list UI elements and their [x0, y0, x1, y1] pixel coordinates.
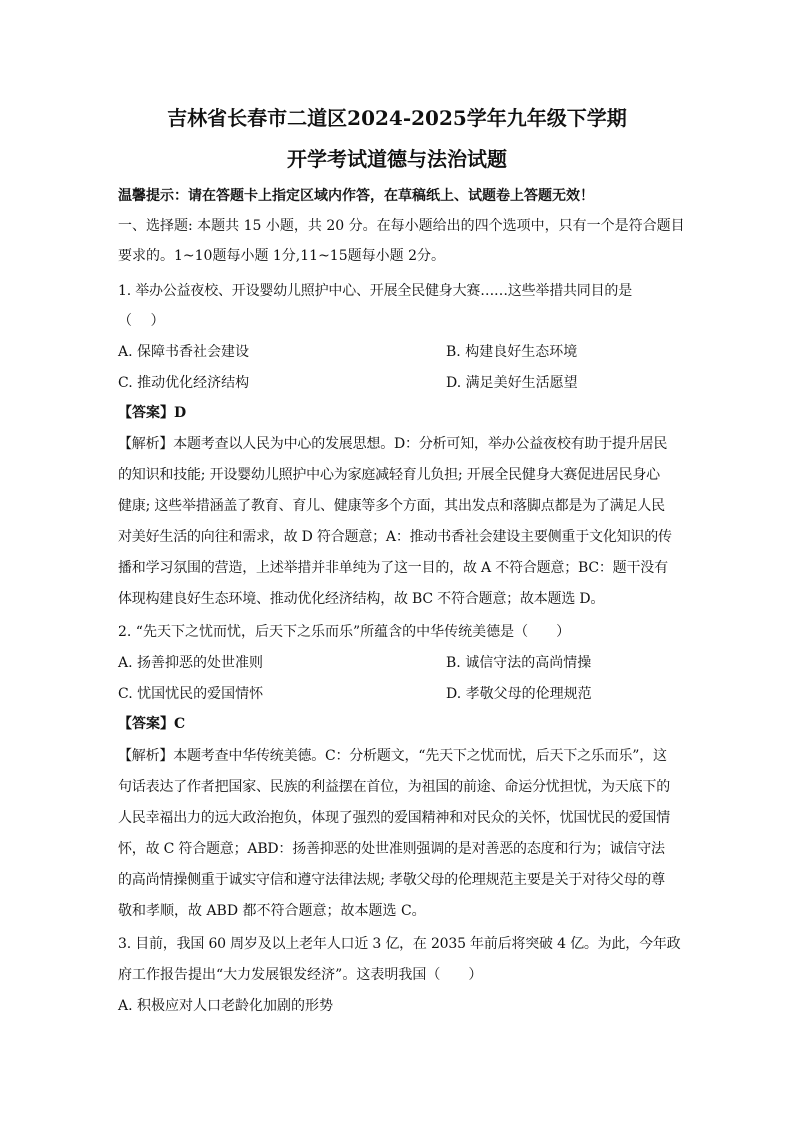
q2-analysis-line-1: 【解析】本题考查中华传统美德。C：分析题文，“先天下之忧而忧，后天下之乐而乐”，这 — [118, 748, 667, 764]
q2-analysis-line-2: 句话表达了作者把国家、民族的利益摆在首位，为祖国的前途、命运分忧担忧，为天底下的 — [118, 779, 670, 795]
q1-analysis-line-5: 播和学习氛围的营造，上述举措并非单纯为了这一目的，故 A 不符合题意；BC：题干没有 — [118, 560, 668, 576]
document-title-line-2: 开学考试道德与法治试题 — [287, 147, 507, 171]
q2-stem-line-1: 2. “先天下之忧而忧，后天下之乐而乐”所蕴含的中华传统美德是（ ） — [118, 624, 571, 640]
section-intro-line-1: 一、选择题: 本题共 15 小题，共 20 分。在每小题给出的四个选项中，只有一个是符合题目 — [118, 218, 685, 234]
q1-analysis-line-6: 体现构建良好生态环境、推动优化经济结构，故 BC 不符合题意；故本题选 D。 — [118, 591, 605, 607]
q2-option-c: C. 忧国忧民的爱国情怀 — [118, 686, 264, 702]
q3-stem-line-1: 3. 目前，我国 60 周岁及以上老年人口近 3 亿，在 2035 年前后将突破 4 亿。为此，今年政 — [118, 936, 681, 952]
notice-text: 温馨提示：请在答题卡上指定区域内作答，在草稿纸上、试题卷上答题无效！ — [118, 188, 594, 204]
q1-stem-line-1: 1. 举办公益夜校、开设婴幼儿照护中心、开展全民健身大赛……这些举措共同目的是 — [118, 283, 633, 299]
q3-option-a: A. 积极应对人口老龄化加剧的形势 — [118, 998, 334, 1014]
q2-analysis-line-6: 敬和孝顺，故 ABD 都不符合题意；故本题选 C。 — [118, 903, 426, 919]
q2-option-d: D. 孝敬父母的伦理规范 — [446, 686, 592, 702]
q1-option-b: B. 构建良好生态环境 — [446, 344, 578, 360]
q2-analysis-line-3: 人民幸福出力的远大政治抱负，体现了强烈的爱国精神和对民众的关怀，忧国忧民的爱国情 — [118, 810, 670, 826]
q2-option-b: B. 诚信守法的高尚情操 — [446, 655, 592, 671]
q1-answer: 【答案】D — [118, 405, 187, 421]
q1-option-c: C. 推动优化经济结构 — [118, 375, 250, 391]
section-intro-line-2: 要求的。1~10题每小题 1分,11~15题每小题 2分。 — [118, 248, 445, 264]
q1-option-a: A. 保障书香社会建设 — [118, 344, 250, 360]
q1-option-d: D. 满足美好生活愿望 — [446, 375, 578, 391]
q1-analysis-line-2: 的知识和技能; 开设婴幼儿照护中心为家庭减轻育儿负担; 开展全民健身大赛促进居民身心 — [118, 467, 660, 483]
q1-stem-line-2: （ ） — [118, 313, 165, 329]
q2-analysis-line-5: 的高尚情操侧重于诚实守信和遵守法律法规; 孝敬父母的伦理规范主要是关于对待父母的尊 — [118, 872, 665, 888]
q1-analysis-line-1: 【解析】本题考查以人民为中心的发展思想。D：分析可知，举办公益夜校有助于提升居民 — [118, 436, 668, 452]
q3-stem-line-2: 府工作报告提出“大力发展银发经济”。这表明我国（ ） — [118, 967, 483, 983]
q1-analysis-line-3: 健康; 这些举措涵盖了教育、育儿、健康等多个方面，其出发点和落脚点都是为了满足人民 — [118, 498, 665, 514]
q2-option-a: A. 扬善抑恶的处世准则 — [118, 655, 264, 671]
q2-analysis-line-4: 怀，故 C 符合题意；ABD：扬善抑恶的处世准则强调的是对善恶的态度和行为；诚信守法 — [118, 841, 665, 857]
q2-answer: 【答案】C — [118, 716, 186, 732]
q1-analysis-line-4: 对美好生活的向往和需求，故 D 符合题意；A：推动书香社会建设主要侧重于文化知识的传 — [118, 529, 672, 545]
document-title-line-1: 吉林省长春市二道区2024-2025学年九年级下学期 — [167, 106, 627, 130]
